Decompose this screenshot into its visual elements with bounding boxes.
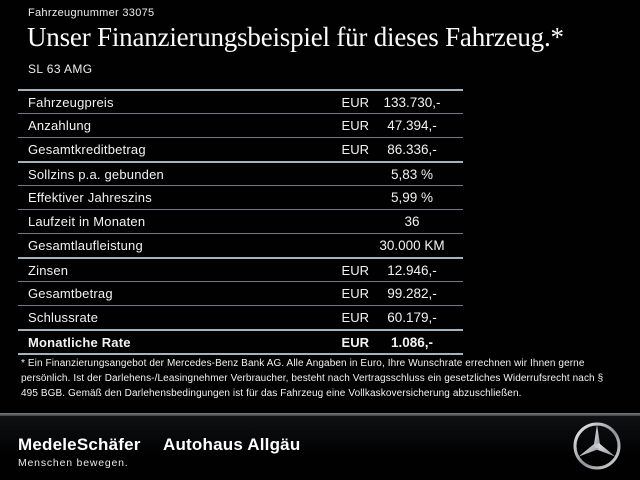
row-currency: EUR	[341, 142, 369, 157]
row-label: Laufzeit in Monaten	[28, 214, 146, 229]
vehicle-model: SL 63 AMG	[28, 62, 93, 76]
dealer-tagline: Menschen bewegen.	[18, 457, 129, 469]
finance-row	[18, 161, 463, 185]
row-value: 5,99 %	[390, 190, 434, 205]
row-label: Gesamtbetrag	[28, 286, 113, 301]
finance-row	[18, 89, 463, 113]
row-currency: EUR	[341, 334, 369, 350]
finance-row	[18, 257, 463, 281]
row-label: Zinsen	[28, 262, 69, 278]
row-value: 12.946,-	[387, 262, 437, 278]
row-value: 86.336,-	[387, 142, 437, 157]
row-currency: EUR	[341, 118, 369, 133]
row-currency: EUR	[341, 94, 369, 110]
vehicle-number: Fahrzeugnummer 33075	[28, 7, 155, 19]
row-label: Sollzins p.a. gebunden	[28, 166, 164, 182]
row-currency: EUR	[341, 262, 369, 278]
row-label: Gesamtkreditbetrag	[28, 142, 146, 157]
row-label: Monatliche Rate	[28, 334, 131, 350]
row-currency: EUR	[341, 310, 369, 325]
row-value: 47.394,-	[387, 118, 437, 133]
finance-row	[18, 209, 463, 233]
finance-row	[18, 233, 463, 257]
row-value: 133.730,-	[383, 94, 441, 110]
dealer-name: MedeleSchäfer	[18, 435, 141, 454]
row-value: 30.000 KM	[379, 238, 445, 253]
finance-row	[18, 281, 463, 305]
finance-row	[18, 185, 463, 209]
row-value: 1.086,-	[390, 334, 434, 350]
finance-row	[18, 329, 463, 353]
footnote: * Ein Finanzierungsangebot der Mercedes-Benz Bank AG. Alle Angaben in Euro, Ihre Wunschrate errechnen wir Ihnen gerne persönlich. Ist der Darlehens-/Leasingnehmer Verbraucher, besteht nach Vertragsschluss ein gesetzliches Widerrufsrecht nach § 495 BGB. Gemäß den Darlehensbedingungen ist für das Fahrzeug eine Vollkaskoversicherung abzuschließen.	[21, 358, 604, 399]
row-label: Effektiver Jahreszins	[28, 190, 152, 205]
row-value: 60.179,-	[387, 310, 437, 325]
row-value: 5,83 %	[390, 166, 434, 182]
footer-bar	[0, 416, 640, 480]
mercedes-star-icon	[571, 420, 623, 472]
dealer-secondary-name: Autohaus Allgäu	[163, 435, 301, 454]
row-label: Schlussrate	[28, 310, 99, 325]
finance-row	[18, 305, 463, 329]
dealer-logo	[18, 436, 141, 469]
finance-row	[18, 113, 463, 137]
row-value: 36	[404, 214, 420, 229]
finance-table	[18, 89, 463, 355]
finance-row	[18, 137, 463, 161]
row-label: Anzahlung	[28, 118, 92, 133]
row-value: 99.282,-	[387, 286, 437, 301]
row-label: Fahrzeugpreis	[28, 94, 114, 110]
row-currency: EUR	[341, 286, 369, 301]
row-label: Gesamtlaufleistung	[28, 238, 143, 253]
page-title: Unser Finanzierungsbeispiel für dieses Fahrzeug.*	[27, 22, 564, 52]
